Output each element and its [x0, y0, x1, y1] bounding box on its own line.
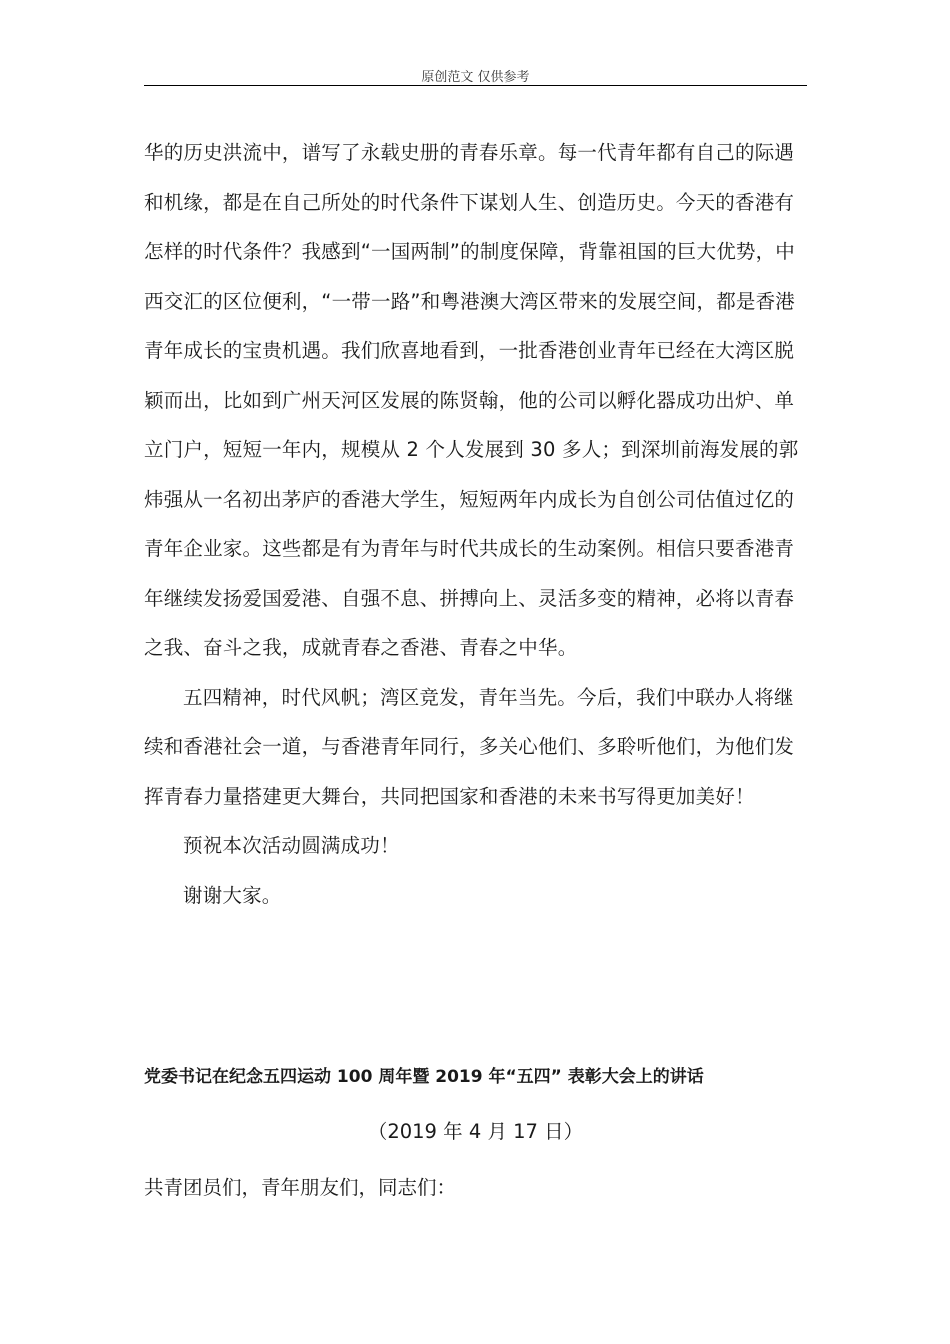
paragraph-continuation: 华的历史洪流中，谱写了永载史册的青春乐章。每一代青年都有自己的际遇和机缘，都是在自己所处的时代条件下谋划人生、创造历史。今天的香港有怎样的时代条件？我感到“一国两制”的制度保障，背靠祖国的巨大优势，中西交汇的区位便利，“一带一路”和粤港澳大湾区带来的发展空间，都是香港青年成长的宝贵机遇。我们欣喜地看到，一批香港创业青年已经在大湾区脱颖而出，比如到广州天河区发展的陈贤翰，他的公司以孵化器成功出炉、单立门户，短短一年内，规模从 2 个人发展到 30 多人；到深圳前海发展的郭炜强从一名初出茅庐的香港大学生，短短两年内成长为自创公司估值过亿的青年企业家。这些都是有为青年与时代共成长的生动案例。相信只要香港青年继续发扬爱国爱港、自强不息、拼搏向上、灵活多变的精神，必将以青春之我、奋斗之我，成就青春之香港、青春之中华。: [144, 141, 799, 659]
document-body: [144, 128, 807, 920]
salutation: 共青团员们，青年朋友们，同志们：: [144, 1176, 457, 1199]
paragraph-thanks: 谢谢大家。: [183, 883, 282, 907]
speech-date: （2019 年 4 月 17 日）: [367, 1120, 584, 1143]
header-rule: [144, 85, 807, 86]
page-header: 原创范文 仅供参考: [421, 70, 530, 85]
paragraph-wusi-spirit: 五四精神，时代风帆；湾区竞发，青年当先。今后，我们中联办人将继续和香港社会一道，与香港青年同行，多关心他们、多聆听他们，为他们发挥青春力量搭建更大舞台，共同把国家和香港的未来书写得更加美好！: [144, 685, 795, 808]
speech-title: 党委书记在纪念五四运动 100 周年暨 2019 年“五四” 表彰大会上的讲话: [144, 1067, 704, 1087]
paragraph-wishes: 预祝本次活动圆满成功！: [183, 834, 400, 857]
